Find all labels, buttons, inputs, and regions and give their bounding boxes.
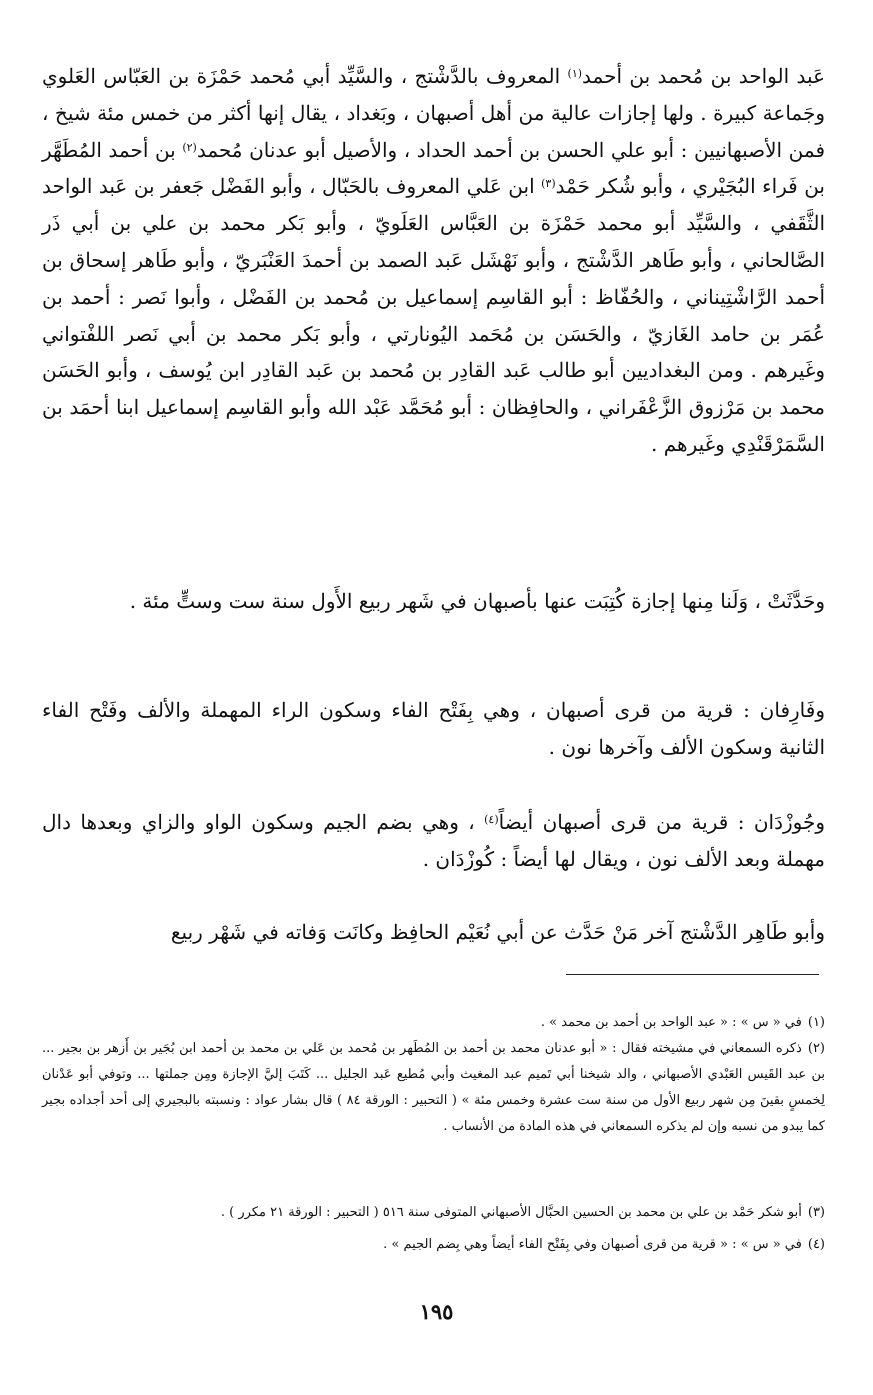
paragraph-4-text-b: ، وهي بضم الجيم وسكون الواو والزاي وبعدها دال مهملة وبعد الألف نون ، ويقال لها أيضاً : كُوزْدَان .: [42, 810, 825, 871]
paragraph-3: [42, 692, 825, 766]
footnote-2: [42, 1036, 825, 1140]
footnote-2-number: (٢): [807, 1041, 825, 1056]
paragraph-1-part-2: المعروف بالدَّشْتج ، والسَّيِّد أبي مُحمد حَمْزَة بن العَبّاس العَلوي وجَماعة كبيرة . ولها إجازات عالية من أهل أصبهان ، وبَغداد ، يقال إنها أكثر من خمس مئة شيخ ، فمن الأصبهانيين : أبو علي الحسن بن أحمد الحداد ، والأصيل أبو عدنان مُحمد: [42, 64, 825, 162]
footnote-2-text: ذكره السمعاني في مشيخته فقال : « أبو عدنان محمد بن أحمد بن المُطَهر بن مُحمد بن عَلي بن محمد بن أحمد ابن بُجَير بن أَزهر بن بجير ... بن عبد القَيس العَبْدي الأصبهاني ، والد شيخنا أبي تَميم عبد المغيث وأبي مُطيع عَبد الجليل ... كَتَبَ إليَّ الإجازة ومِن جملتها ... وتوفي أبو عَدْنان لِخمسٍ بقينَ مِن شهر ربيع الأول من سنة ست عشرة وخمس مئة » ( التحبير : الورقة ٨٤ ) قال بشار عواد : ونسبته بالبجيري إلى أحد أجداده بجير كما يبدو من نسبه وإن لم يذكره السمعاني في هذه المادة من الأنساب .: [42, 1041, 825, 1134]
paragraph-1-part-3: بن أحمد المُطَهَّر بن فَراء البُجَيْري ، وأبو شُكر حَمْد: [42, 137, 825, 199]
footnote-1: [42, 1010, 825, 1036]
footnote-mark-4: (٤): [484, 813, 499, 826]
footnote-mark-1: (١): [567, 67, 583, 80]
paragraph-4: [42, 804, 825, 878]
footnote-3-number: (٣): [807, 1205, 825, 1220]
paragraph-1: [42, 58, 825, 463]
footnote-1-text: في « س » : « عبد الواحد بن أحمد بن محمد » .: [540, 1015, 802, 1030]
footnote-divider: [566, 974, 819, 975]
footnote-4: [42, 1232, 825, 1258]
paragraph-5-text: وأبو طَاهِر الدَّشْتج آخر مَنْ حَدَّث عن أبي نُعَيْم الحافِظ وكانَت وَفاته في شَهْر ربيع: [170, 920, 825, 944]
page-number: ١٩٥: [419, 1299, 454, 1324]
paragraph-1-part-4: ابن عَلي المعروف بالحَبّال ، وأبو الفَضْل جَعفر بن عَبد الواحد الثَّقَفي ، والسَّيِّد أبو محمد حَمْزَة بن العَبَّاس العَلَويّ ، وأبو بَكر محمد بن علي بن أبي ذَر الصَّالحاني ، وأبو طَاهر الدَّشْتج ، وأبو نَهْشَل عَبد الصمد بن أحمدَ العَنْبَريّ ، وأبو طَاهر إسحاق بن أحمد الرَّاشْتِيناني ، والحُفّاظ : أبو القاسِم إسماعيل بن مُحمد بن الفَضْل ، وأبوا نَصر : أحمد بن عُمَر بن حامد الغَازيّ ، والحَسَن بن مُحَمد اليُونارتي ، وأبو بَكر محمد بن أبي نَصر اللفْتواني وغَيرهم . ومن البغداديين أبو طالب عَبد القادِر بن مُحمد بن عَبد القادِر ابن يُوسف ، وأبو الحَسَن محمد بن مَرْزوق الزَّعْفَراني ، والحافِظان : أبو مُحَمَّد عَبْد الله وأبو القاسِم إسماعيل ابنا أحمَد بن السَّمَرْقَنْدِي وغَيرهم .: [42, 174, 825, 456]
footnote-1-number: (١): [807, 1015, 825, 1030]
paragraph-2-text: وحَدَّثَتْ ، وَلَنا مِنها إجازة كُتِبَت عنها بأصبهان في شَهر ربيع الأَول سنة ست وستٍّ مئة .: [129, 589, 825, 613]
footnote-4-text: في « س » : « قرية من قرى أصبهان وفي بِفَتْح الفاء أيضاً وهي بِضم الجيم » .: [383, 1237, 802, 1252]
footnote-3-text: أبو شكر حَمْد بن علي بن محمد بن الحسين الحبَّال الأصبهاني المتوفى سنة ٥١٦ ( التحبير : الورقة ٢١ مكرر ) .: [220, 1205, 802, 1220]
footnote-3: [42, 1200, 825, 1226]
footnote-mark-3: (٣): [541, 177, 556, 191]
paragraph-3-text: وفَارِفان : قرية من قرى أصبهان ، وهي بِفَتْح الفاء وسكون الراء المهملة والألف وفَتْح الفاء الثانية وسكون الألف وآخرها نون .: [42, 698, 825, 759]
paragraph-1-part-1: عَبد الواحد بن مُحمد بن أحمد: [582, 64, 825, 88]
paragraph-2: [42, 583, 825, 620]
paragraph-4-text-a: وجُوزْدَان : قرية من قرى أصبهان أيضاً: [498, 810, 825, 834]
paragraph-5: [42, 914, 825, 951]
footnote-mark-2: (٢): [182, 140, 197, 154]
footnote-4-number: (٤): [807, 1237, 825, 1252]
